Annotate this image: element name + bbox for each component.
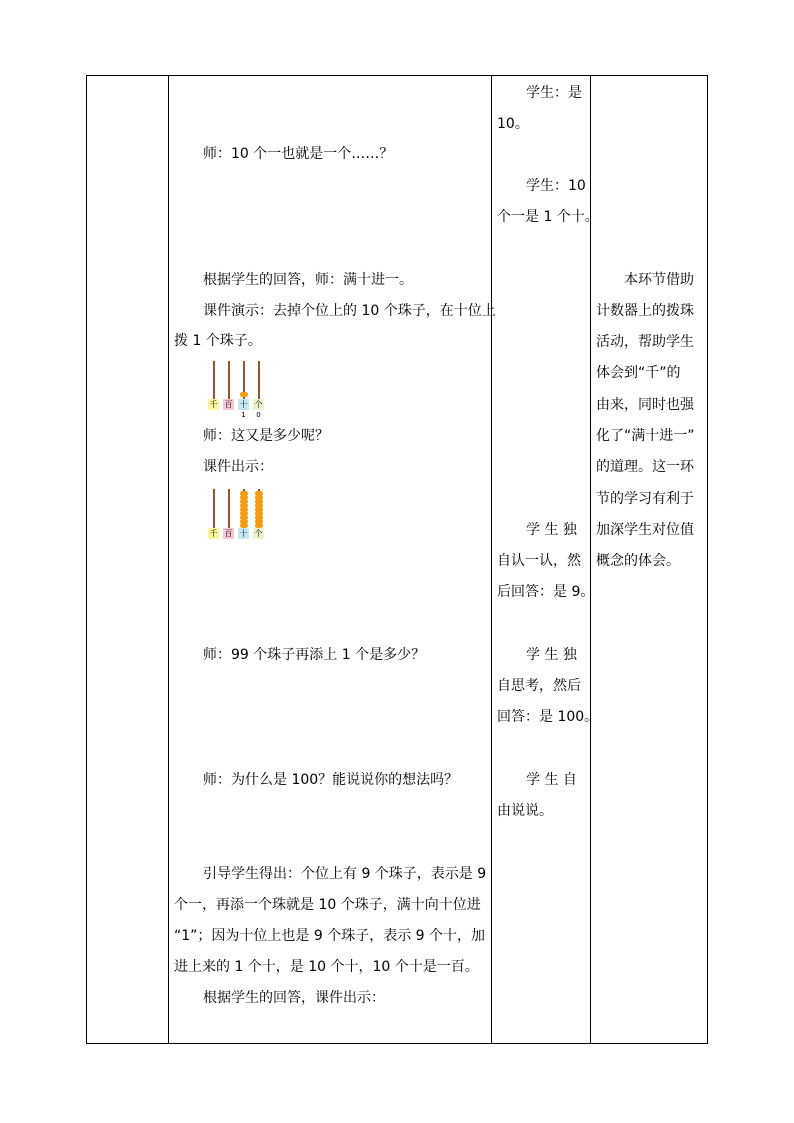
teacher-line: 课件出示： [203,459,273,475]
label-ge: 个 [254,529,263,538]
intent-line: 节的学习有利于 [596,491,694,507]
intent-line: 加深学生对位值 [596,522,694,538]
teacher-line: “1”；因为十位上也是 9 个珠子，表示 9 个十，加 [174,928,486,944]
abacus-figure-2 [203,486,267,542]
abacus-rod [228,489,230,528]
abacus-bead [240,392,248,397]
student-line: 学 生 独 [526,522,577,538]
student-line: 自认一认，然 [497,553,581,569]
student-line: 回答：是 100。 [497,709,599,725]
intent-line: 概念的体会。 [596,553,680,569]
student-line: 后回答：是 9。 [497,584,595,600]
teacher-line: 根据学生的回答，课件出示： [203,990,385,1006]
intent-line: 计数器上的拨珠 [596,303,694,319]
student-line: 由说说。 [497,803,553,819]
table-border-top [86,75,708,76]
student-line: 自思考，然后 [497,678,581,694]
label-shi: 十 [239,529,248,538]
label-bai: 百 [224,529,233,538]
abacus-rod [213,489,215,528]
teacher-line: 根据学生的回答，师：满十进一。 [203,272,413,288]
col-divider [707,75,708,1044]
teacher-line: 师：这又是多少呢？ [203,428,329,444]
intent-line: 化了“满十进一” [596,428,695,444]
label-bai: 百 [224,400,233,409]
table-border-bottom [86,1043,708,1044]
abacus-bead [240,491,248,496]
abacus-bead [255,491,263,496]
label-ge: 个 [254,400,263,409]
teacher-line: 拨 1 个珠子。 [174,333,262,349]
label-qian: 千 [209,529,218,538]
digit-shi: 1 [241,411,246,419]
abacus-rod [258,361,260,399]
col-divider [168,75,169,1044]
label-shi: 十 [239,400,248,409]
student-line: 学 生 独 [526,647,577,663]
intent-line: 活动，帮助学生 [596,334,694,350]
student-line: 学生：是 [526,85,582,101]
abacus-rod [228,361,230,399]
teacher-line: 师：为什么是 100？能说说你的想法吗？ [203,772,459,788]
teacher-line: 师：10 个一也就是一个……？ [203,146,394,162]
student-line: 学 生 自 [526,772,577,788]
intent-line: 由来，同时也强 [596,397,694,413]
student-line: 个一是 1 个十。 [497,209,599,225]
col-divider [491,75,492,1044]
teacher-line: 师：99 个珠子再添上 1 个是多少？ [203,647,426,663]
intent-line: 的道理。这一环 [596,459,694,475]
intent-line: 体会到“千”的 [596,365,681,381]
teacher-line: 课件演示：去掉个位上的 10 个珠子，在十位上 [203,303,496,319]
col-divider [86,75,87,1044]
label-qian: 千 [209,400,218,409]
student-line: 10。 [497,116,529,132]
digit-ge: 0 [256,411,261,419]
abacus-figure-1 [203,358,267,420]
student-line: 学生：10 [526,178,586,194]
teacher-line: 引导学生得出：个位上有 9 个珠子，表示是 9 [203,866,487,882]
intent-line: 本环节借助 [624,272,694,288]
teacher-line: 进上来的 1 个十，是 10 个十，10 个十是一百。 [174,959,479,975]
abacus-rod [213,361,215,399]
teacher-line: 个一，再添一个珠就是 10 个珠子，满十向十位进 [174,897,481,913]
